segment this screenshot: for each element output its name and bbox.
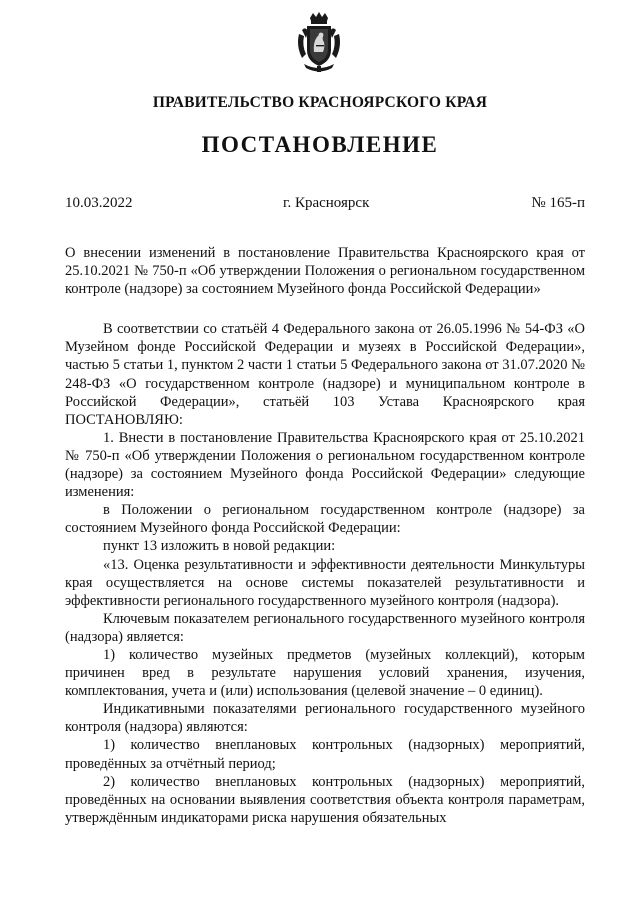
document-number: № 165-п	[531, 195, 585, 211]
paragraph-13-text: «13. Оценка результативности и эффективности деятельности Минкультуры края осуществляется на основе системы показателей результативности и эффективности регионального государственного музейного контроля (надзора).	[65, 556, 585, 609]
document-city: г. Красноярск	[283, 195, 370, 211]
paragraph-key-indicator-1: 1) количество музейных предметов (музейных коллекций), которым причинен вред в результате нарушения условий хранения, изучения, комплектования, учета и (или) использования (целевой значение – 0 единиц).	[65, 646, 585, 700]
government-name: ПРАВИТЕЛЬСТВО КРАСНОЯРСКОГО КРАЯ	[152, 94, 488, 111]
paragraph-indicative: Индикативными показателями регионального государственного музейного контроля (надзора) являются:	[65, 701, 585, 736]
paragraph-point-13: пункт 13 изложить в новой редакции:	[103, 538, 336, 555]
paragraph-regulation: в Положении о региональном государственном контроле (надзоре) за состоянием Музейного фонда Российской Федерации:	[65, 502, 585, 537]
coat-of-arms-icon	[296, 12, 342, 74]
document-type: ПОСТАНОВЛЕНИЕ	[201, 132, 439, 157]
paragraph-item-1: 1. Внести в постановление Правительства Красноярского края от 25.10.2021 № 750-п «Об утверждении Положения о региональном государственном контроле (надзоре) за состоянием Музейного фонда Российской Федерации» следующие изменения:	[65, 429, 585, 501]
document-date: 10.03.2022	[65, 195, 133, 211]
document-body	[65, 244, 585, 827]
paragraph-indicative-2: 2) количество внеплановых контрольных (надзорных) мероприятий, проведённых на основании выявления соответствия объекта контроля параметрам, утверждённым индикаторами риска нарушения обязательных	[65, 773, 585, 826]
paragraph-preamble: В соответствии со статьёй 4 Федерального закона от 26.05.1996 № 54-ФЗ «О Музейном фонде Российской Федерации и музеях в Российской Федерации», частью 5 статьи 1, пунктом 2 части 1 статьи 5 Федерального закона от 31.07.2020 № 248-ФЗ «О государственном контроле (надзоре) и муниципальном контроле в Российской Федерации», статьёй 103 Устава Красноярского края ПОСТАНОВЛЯЮ:	[65, 321, 585, 428]
paragraph-indicative-1: 1) количество внеплановых контрольных (надзорных) мероприятий, проведённых за отчётный период;	[65, 737, 585, 772]
paragraph-key-indicator: Ключевым показателем регионального государственного музейного контроля (надзора) является:	[65, 610, 585, 645]
document-title: О внесении изменений в постановление Правительства Красноярского края от 25.10.2021 № 750-п «Об утверждении Положения о региональном государственном контроле (надзоре) за состоянием Музейного фонда Российской Федерации»	[65, 245, 585, 298]
